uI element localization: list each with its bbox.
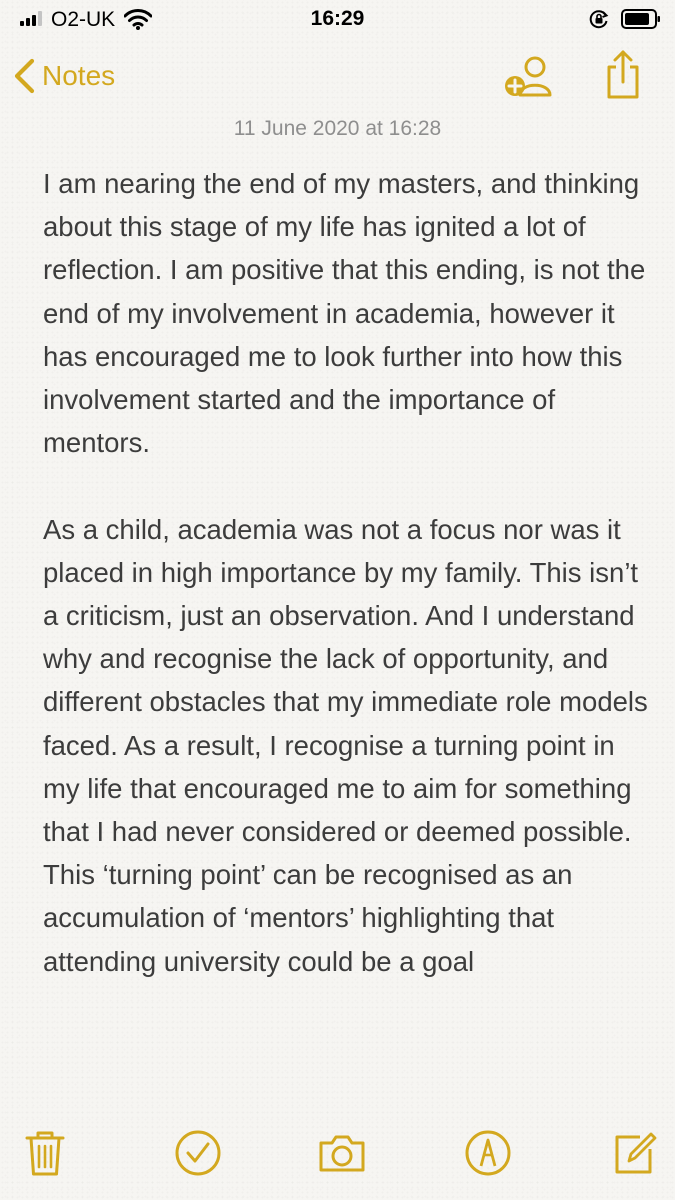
- back-label: Notes: [42, 60, 116, 91]
- status-bar: [0, 0, 675, 40]
- carrier-name: O2-UK: [51, 8, 116, 31]
- share-icon[interactable]: [603, 48, 643, 100]
- pen-markup-icon[interactable]: [463, 1128, 513, 1178]
- compose-icon[interactable]: [610, 1128, 660, 1178]
- note-body[interactable]: I am nearing the end of my masters, and thinking about this stage of my life has ignited a lot of reflection. I am positive that this ending, is not the end of my involvement in academia, however it has encouraged me to look further into how this involvement started and the importance of mentors. As a child, academia was not a focus nor was it placed in high importance by my family. This isn’t a criticism, just an observation. And I understand why and recognise the lack of opportunity, and different obstacles that my immediate role models faced. As a result, I recognise a turning point in my life that encouraged me to aim for something that I had never considered or deemed possible. This ‘turning point’ can be recognised as an accumulation of ‘mentors’ highlighting that attending university could be a goal: [43, 168, 648, 977]
- back-button[interactable]: [12, 54, 115, 98]
- rotation-lock-icon: [589, 9, 609, 29]
- chevron-left-icon: [12, 58, 38, 94]
- checkmark-circle-icon[interactable]: [173, 1128, 223, 1178]
- status-time: 16:29: [310, 7, 365, 30]
- add-person-icon[interactable]: [504, 55, 554, 99]
- nav-bar: [0, 40, 675, 112]
- trash-icon[interactable]: [20, 1128, 70, 1178]
- camera-icon[interactable]: [317, 1128, 367, 1178]
- note-date: 11 June 2020 at 16:28: [233, 117, 442, 140]
- battery-icon: [621, 9, 661, 29]
- bottom-toolbar: [0, 1112, 675, 1200]
